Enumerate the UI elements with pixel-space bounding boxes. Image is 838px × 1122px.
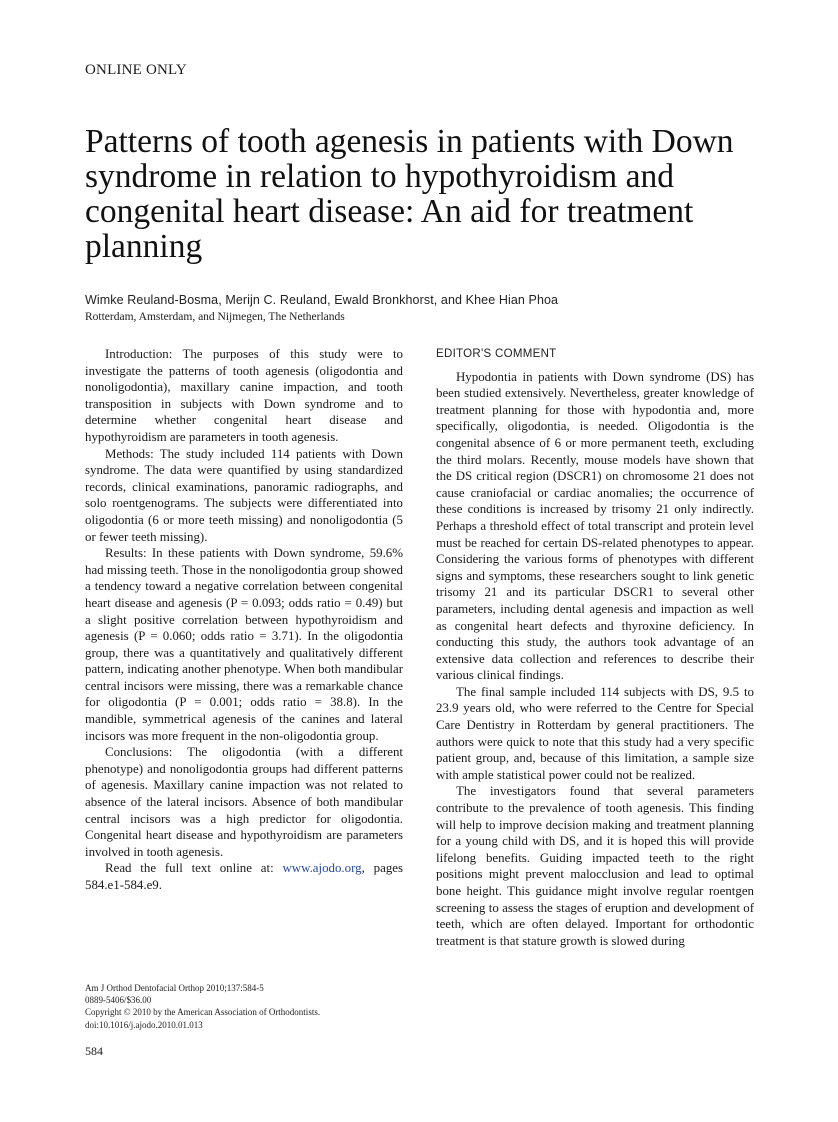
abstract-results: Results: In these patients with Down syndrome, 59.6% had missing teeth. Those in the nonoligodontia group showed a tendency toward a negative correlation between congenital heart disease and agenesis (P = 0.093; odds ratio = 0.49) but a slight positive correlation between hypothyroidism and agenesis (P = 0.060; odds ratio = 3.71). In the oligodontia group, there was a quantitatively and qualitatively different pattern, indicating another phenotype. When both mandibular central incisors were missing, there was a remarkable chance for oligodontia (P = 0.001; odds ratio = 38.8). In the mandible, symmetrical agenesis of the canines and lateral incisors was more frequent in the non-oligodontia group. [85,546,403,743]
editor-comment-paragraph: The investigators found that several parameters contribute to the prevalence of tooth agenesis. This finding will help to improve decision making and treatment planning for a young child with DS, and it is hoped this will provide lifelong benefits. Guiding impacted teeth to the right positions might prevent malocclusion and lead to optimal bone height. This guidance might involve regular roentgen screening to assess the stages of eruption and development of teeth, which are often delayed. Important for orthodontic treatment is that stature growth is slowed during [436,784,754,948]
read-full-text [85,860,403,893]
editor-comment-paragraph: The final sample included 114 subjects with DS, 9.5 to 23.9 years old, who were referred to the Centre for Special Care Dentistry in Rotterdam by general practitioners. The authors were quick to note that this study had a very specific patient group, and, because of this limitation, a sample size with ample statistical power could not be realized. [436,684,754,782]
page-number: 584 [85,1044,103,1058]
editor-comment-heading: EDITOR'S COMMENT [436,348,557,360]
editor-comment-paragraph: Hypodontia in patients with Down syndrome (DS) has been studied extensively. Nevertheless, greater knowledge of treatment planning for those with hypodontia and, more specifically, oligodontia, is needed. Oligodontia is the congenital absence of 6 or more permanent teeth, excluding the third molars. Recently, mouse models have shown that the DS critical region (DSCR1) on chromosome 21 does not cause craniofacial or cardiac anomalies; the occurrence of these conditions is increased by trisomy 21 only indirectly. Perhaps a threshold effect of total transcript and protein level must be reached for certain DS-related phenotypes to appear. Considering the various forms of phenotypes with different signs and symptoms, these researchers sought to link genetic trisomy 21 and its particular DSCR1 to several other parameters, including dental agenesis and impaction as well as congenital heart defects and thyroxine deficiency. In conducting this study, the authors took advantage of an extensive data collection and references to describe their various clinical findings. [436,369,754,683]
journal-link[interactable]: www.ajodo.org [282,861,362,876]
article-title: Patterns of tooth agenesis in patients with Down syndrome in relation to hypothyroidism and congenital heart disease: An aid for treatment planning [85,123,734,265]
abstract-conclusions: Conclusions: The oligodontia (with a different phenotype) and nonoligodontia groups had different patterns of agenesis. Maxillary canine impaction was not related to absence of the lateral incisors. Absence of both mandibular central incisors was a high predictor for oligodontia. Congenital heart disease and hypothyroidism are parameters involved in tooth agenesis. [85,745,403,859]
affiliation: Rotterdam, Amsterdam, and Nijmegen, The Netherlands [85,311,345,323]
section-label: ONLINE ONLY [85,62,187,78]
doi: doi:10.1016/j.ajodo.2010.01.013 [85,1019,203,1030]
abstract-column [85,346,403,894]
issn: 0889-5406/$36.00 [85,995,152,1006]
read-prefix: Read the full text online at: [105,861,283,876]
read-suffix: , pages 584.e1-584.e9. [85,861,404,892]
citation: Am J Orthod Dentofacial Orthop 2010;137:584-5 [85,983,264,993]
copyright: Copyright © 2010 by the American Association of Orthodontists. [85,1007,321,1018]
abstract-methods: Methods: The study included 114 patients with Down syndrome. The data were quantified by using standardized records, clinical examinations, panoramic radiographs, and solo roentgenograms. The subjects were differentiated into oligodontia (6 or more teeth missing) and nonoligodontia (5 or fewer teeth missing). [85,446,403,544]
abstract-introduction: Introduction: The purposes of this study were to investigate the patterns of tooth agenesis (oligodontia and nonoligodontia), maxillary canine impaction, and tooth transposition in subjects with Down syndrome and to determine whether congenital heart disease and hypothyroidism are parameters in tooth agenesis. [85,347,403,444]
editor-comment-column [436,346,754,949]
author-list: Wimke Reuland-Bosma, Merijn C. Reuland, Ewald Bronkhorst, and Khee Hian Phoa [85,293,559,307]
publication-footnote [85,982,320,1031]
